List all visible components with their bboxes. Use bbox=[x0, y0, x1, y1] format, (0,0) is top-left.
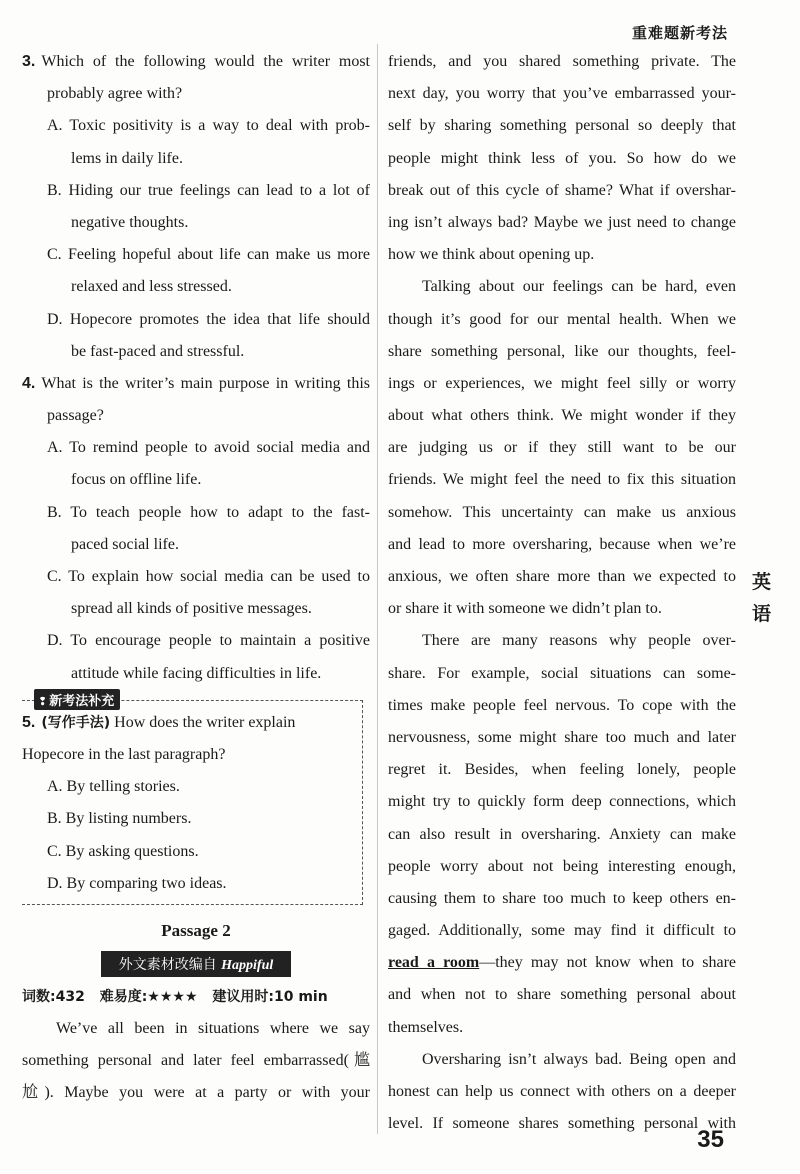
passage-paragraph: There are many reasons why people over- share. For example, social situations can some- times make people feel nervous. To cope with the nervousness, some might share too much and later regret it. Besides, when feeling lonely, people might try to quickly form deep connections, which can also result in oversharing. Anxiety can make people worry about not being interesting enough, causing them to share too much to keep others en- gaged. Additionally, some may find it difficult to read a room—they may not know when to share and when not to share something personal about themselves. bbox=[388, 632, 737, 1036]
right-column bbox=[388, 46, 736, 1140]
passage-paragraph: Talking about our feelings can be hard, even though it’s good for our mental health. When we share something personal, like our thoughts, feel- ings or experiences, we might feel silly or worry about what others think. We might wonder if they are judging us or if they still want to be our friends. We might feel the need to fix this situation somehow. This uncertainty can make us anxious and lead to more oversharing, because when we’re anxious, we often share more than we expected to or share it with someone we didn’t plan to. bbox=[388, 278, 736, 618]
question-4: 4. What is the writer’s main purpose in writing this passage? A. To remind people to avoid social media and focus on offline life. B. To teach people how to adapt to the fast- paced social life. C. To explain how social media can be used to spread all kinds of positive messages. D. To encourage people to maintain a positive attitude while facing difficulties in life. bbox=[22, 368, 370, 690]
keyword-read-a-room: read a room bbox=[388, 954, 480, 972]
new-format-tag: ❢ 新考法补充 bbox=[34, 689, 120, 710]
left-column bbox=[22, 46, 370, 1109]
passage-paragraph: We’ve all been in situations where we say something personal and later feel embarrassed(尴 尬). Maybe you were at a party or with your bbox=[22, 1019, 370, 1102]
question-number: 3. bbox=[22, 53, 36, 70]
new-format-box bbox=[22, 693, 363, 905]
side-subject-label: 英 语 bbox=[752, 571, 772, 625]
option-c: C. By asking questions. bbox=[47, 842, 199, 860]
pin-icon: ❢ bbox=[38, 694, 48, 708]
question-type-tag: (写作手法) bbox=[41, 714, 111, 731]
passage-2-heading bbox=[22, 911, 370, 1013]
option-a: A. To remind people to avoid social media and focus on offline life. bbox=[47, 439, 370, 489]
source-banner: 外文素材改编自 Happiful bbox=[101, 951, 291, 977]
difficulty: 难易度:★★★★ bbox=[99, 988, 198, 1005]
question-3: 3. Which of the following would the writer most probably agree with? A. Toxic positivity is a way to deal with prob- lems in daily life. B. Hiding our true feelings can lead to a lot of negative thoughts. C. Feeling hopeful about life can make us more relaxed and less stressed. D. Hopecore promotes the idea that life should be fast-paced and stressful. bbox=[22, 46, 370, 368]
question-number: 5. bbox=[22, 713, 36, 731]
word-count: 词数:432 bbox=[22, 988, 85, 1005]
option-a: A. Toxic positivity is a way to deal with prob- lems in daily life. bbox=[47, 117, 370, 167]
passage-meta bbox=[22, 977, 370, 1013]
passage-paragraph: friends, and you shared something private. The next day, you worry that you’ve embarrassed your- self by sharing something personal so deeply that people might think less of you. So how do we break out of this cycle of shame? What if overshar- ing isn’t always bad? Maybe we just need to change how we think about opening up. bbox=[388, 53, 736, 264]
question-5: 5. (写作手法) How does the writer explain Hopecore in the last paragraph? A. By telling stories. B. By listing numbers. C. By asking questions. D. By comparing two ideas. bbox=[22, 707, 362, 900]
option-b: B. To teach people how to adapt to the fast- paced social life. bbox=[47, 503, 370, 553]
option-c: C. To explain how social media can be used to spread all kinds of positive messages. bbox=[47, 568, 370, 618]
option-b: B. Hiding our true feelings can lead to a lot of negative thoughts. bbox=[47, 181, 370, 231]
column-divider bbox=[377, 44, 378, 1134]
passage-paragraph: Oversharing isn’t always bad. Being open and honest can help us connect with others on a deeper level. If someone shares something personal with bbox=[388, 1050, 736, 1133]
option-d: D. By comparing two ideas. bbox=[47, 874, 227, 892]
option-b: B. By listing numbers. bbox=[47, 810, 192, 828]
option-a: A. By telling stories. bbox=[47, 778, 180, 796]
option-c: C. Feeling hopeful about life can make us more relaxed and less stressed. bbox=[47, 246, 370, 296]
option-d: D. Hopecore promotes the idea that life should be fast-paced and stressful. bbox=[47, 310, 370, 360]
option-d: D. To encourage people to maintain a positive attitude while facing difficulties in life. bbox=[47, 632, 370, 682]
suggested-time: 建议用时:10 min bbox=[212, 988, 328, 1005]
page-number: 35 bbox=[697, 1126, 724, 1153]
passage-title: Passage 2 bbox=[161, 920, 231, 940]
page-header-title: 重难题新考法 bbox=[631, 24, 728, 42]
question-number: 4. bbox=[22, 374, 36, 392]
